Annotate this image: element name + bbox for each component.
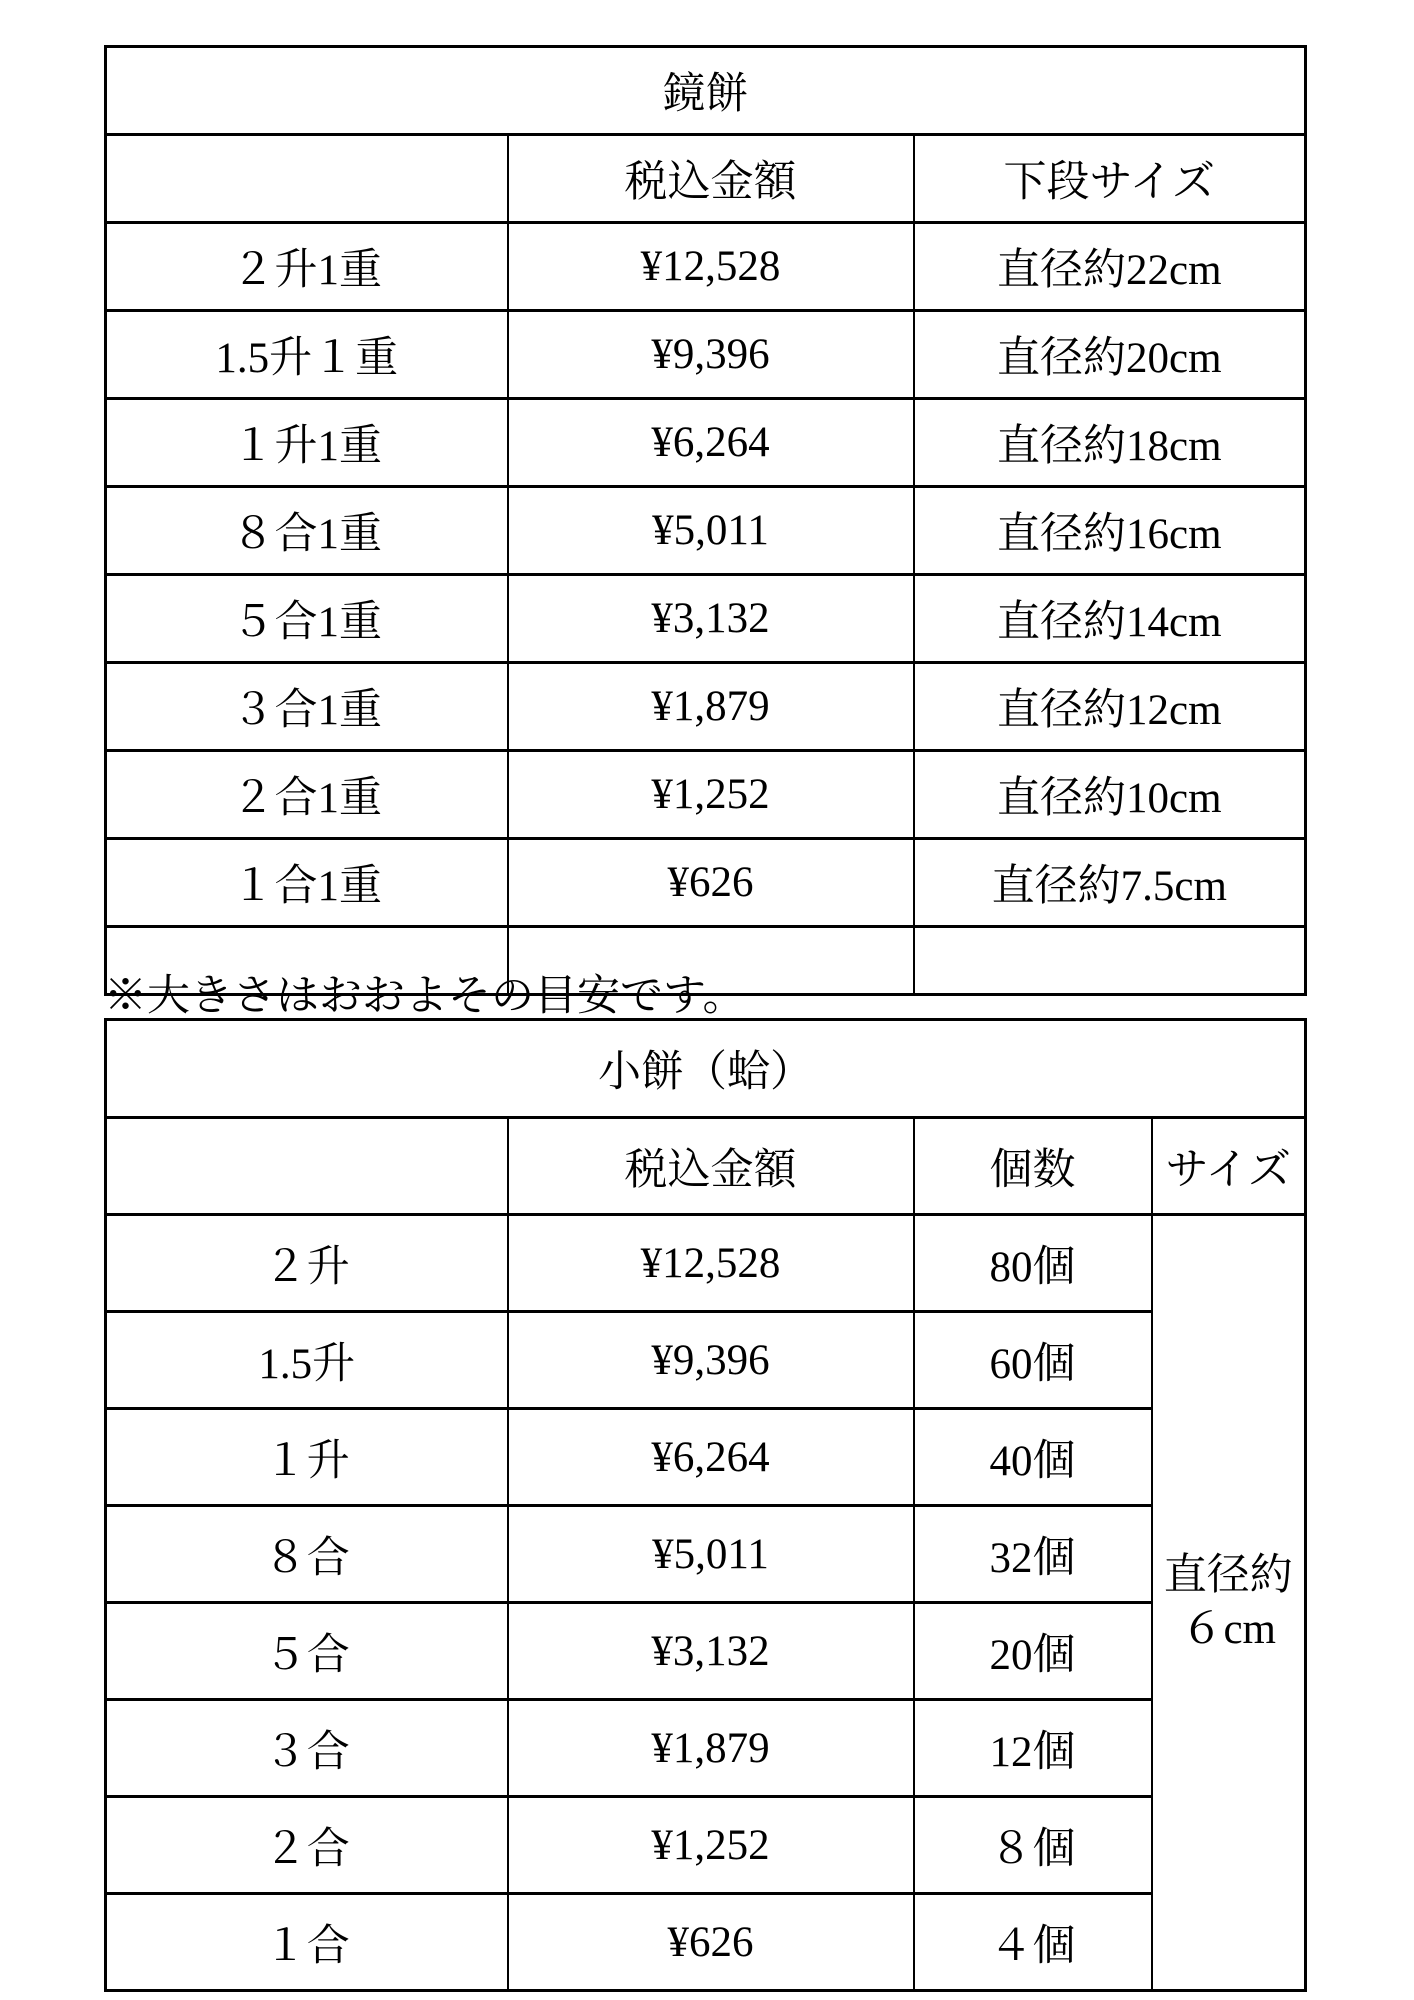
table-row <box>106 663 1306 751</box>
item-label: １升1重 <box>106 399 508 487</box>
item-price: ¥12,528 <box>508 223 914 311</box>
item-label: ２升1重 <box>106 223 508 311</box>
item-price: ¥12,528 <box>508 1215 914 1312</box>
merged-size-cell <box>1152 1215 1306 1991</box>
komochi-price-table <box>104 1018 1307 1992</box>
item-price: ¥5,011 <box>508 487 914 575</box>
item-size: 直径約22cm <box>914 223 1306 311</box>
item-price: ¥626 <box>508 839 914 927</box>
table-row <box>106 135 1306 223</box>
table-row <box>106 1894 1306 1991</box>
item-size: 直径約16cm <box>914 487 1306 575</box>
table-row <box>106 1020 1306 1118</box>
item-label: １合1重 <box>106 839 508 927</box>
table-row <box>106 751 1306 839</box>
item-price: ¥6,264 <box>508 399 914 487</box>
komochi-table-title: 小餅（蛤） <box>106 1020 1306 1118</box>
table-row <box>106 487 1306 575</box>
table-row <box>106 1312 1306 1409</box>
header-empty-cell <box>106 1118 508 1215</box>
item-label: ３合1重 <box>106 663 508 751</box>
item-size: 直径約18cm <box>914 399 1306 487</box>
table-row <box>106 223 1306 311</box>
item-label: 1.5升 <box>106 1312 508 1409</box>
item-price: ¥6,264 <box>508 1409 914 1506</box>
table-row <box>106 1506 1306 1603</box>
table-row <box>106 1409 1306 1506</box>
header-size: サイズ <box>1152 1118 1306 1215</box>
item-size: 直径約7.5cm <box>914 839 1306 927</box>
merged-size-line2: ６cm <box>1180 1605 1277 1653</box>
item-count: 12個 <box>914 1700 1152 1797</box>
table-row <box>106 1603 1306 1700</box>
item-count: 40個 <box>914 1409 1152 1506</box>
item-label: ５合 <box>106 1603 508 1700</box>
item-price: ¥3,132 <box>508 1603 914 1700</box>
kagami-mochi-price-table <box>104 45 1307 996</box>
item-price: ¥9,396 <box>508 311 914 399</box>
table-row <box>106 311 1306 399</box>
header-lower-tier-size: 下段サイズ <box>914 135 1306 223</box>
item-count: 80個 <box>914 1215 1152 1312</box>
item-count: ８個 <box>914 1797 1152 1894</box>
item-size: 直径約20cm <box>914 311 1306 399</box>
item-count: ４個 <box>914 1894 1152 1991</box>
table-row <box>106 1700 1306 1797</box>
item-size: 直径約14cm <box>914 575 1306 663</box>
item-label: ３合 <box>106 1700 508 1797</box>
table-row <box>106 839 1306 927</box>
merged-size-line1: 直径約 <box>1163 1551 1293 1599</box>
item-label: ２合 <box>106 1797 508 1894</box>
item-price: ¥1,879 <box>508 663 914 751</box>
header-count: 個数 <box>914 1118 1152 1215</box>
item-count: 20個 <box>914 1603 1152 1700</box>
item-price: ¥3,132 <box>508 575 914 663</box>
item-label: 1.5升１重 <box>106 311 508 399</box>
item-label: ８合1重 <box>106 487 508 575</box>
item-label: ５合1重 <box>106 575 508 663</box>
header-price: 税込金額 <box>508 135 914 223</box>
table-row <box>106 1118 1306 1215</box>
table-row <box>106 1797 1306 1894</box>
table-row <box>106 47 1306 135</box>
item-label: ２升 <box>106 1215 508 1312</box>
header-price: 税込金額 <box>508 1118 914 1215</box>
item-price: ¥626 <box>508 1894 914 1991</box>
table-row <box>106 399 1306 487</box>
item-price: ¥5,011 <box>508 1506 914 1603</box>
item-label: １合 <box>106 1894 508 1991</box>
size-disclaimer-note: ※大きさはおおよその目安です。 <box>104 973 746 1020</box>
item-price: ¥1,879 <box>508 1700 914 1797</box>
item-label: １升 <box>106 1409 508 1506</box>
item-price: ¥9,396 <box>508 1312 914 1409</box>
kagami-table-title: 鏡餅 <box>106 47 1306 135</box>
table-row <box>106 1215 1306 1312</box>
header-empty-cell <box>106 135 508 223</box>
item-size: 直径約10cm <box>914 751 1306 839</box>
item-price: ¥1,252 <box>508 751 914 839</box>
item-label: ２合1重 <box>106 751 508 839</box>
item-label: ８合 <box>106 1506 508 1603</box>
item-price: ¥1,252 <box>508 1797 914 1894</box>
table-row <box>106 575 1306 663</box>
item-count: 60個 <box>914 1312 1152 1409</box>
item-count: 32個 <box>914 1506 1152 1603</box>
empty-cell <box>914 927 1306 995</box>
item-size: 直径約12cm <box>914 663 1306 751</box>
